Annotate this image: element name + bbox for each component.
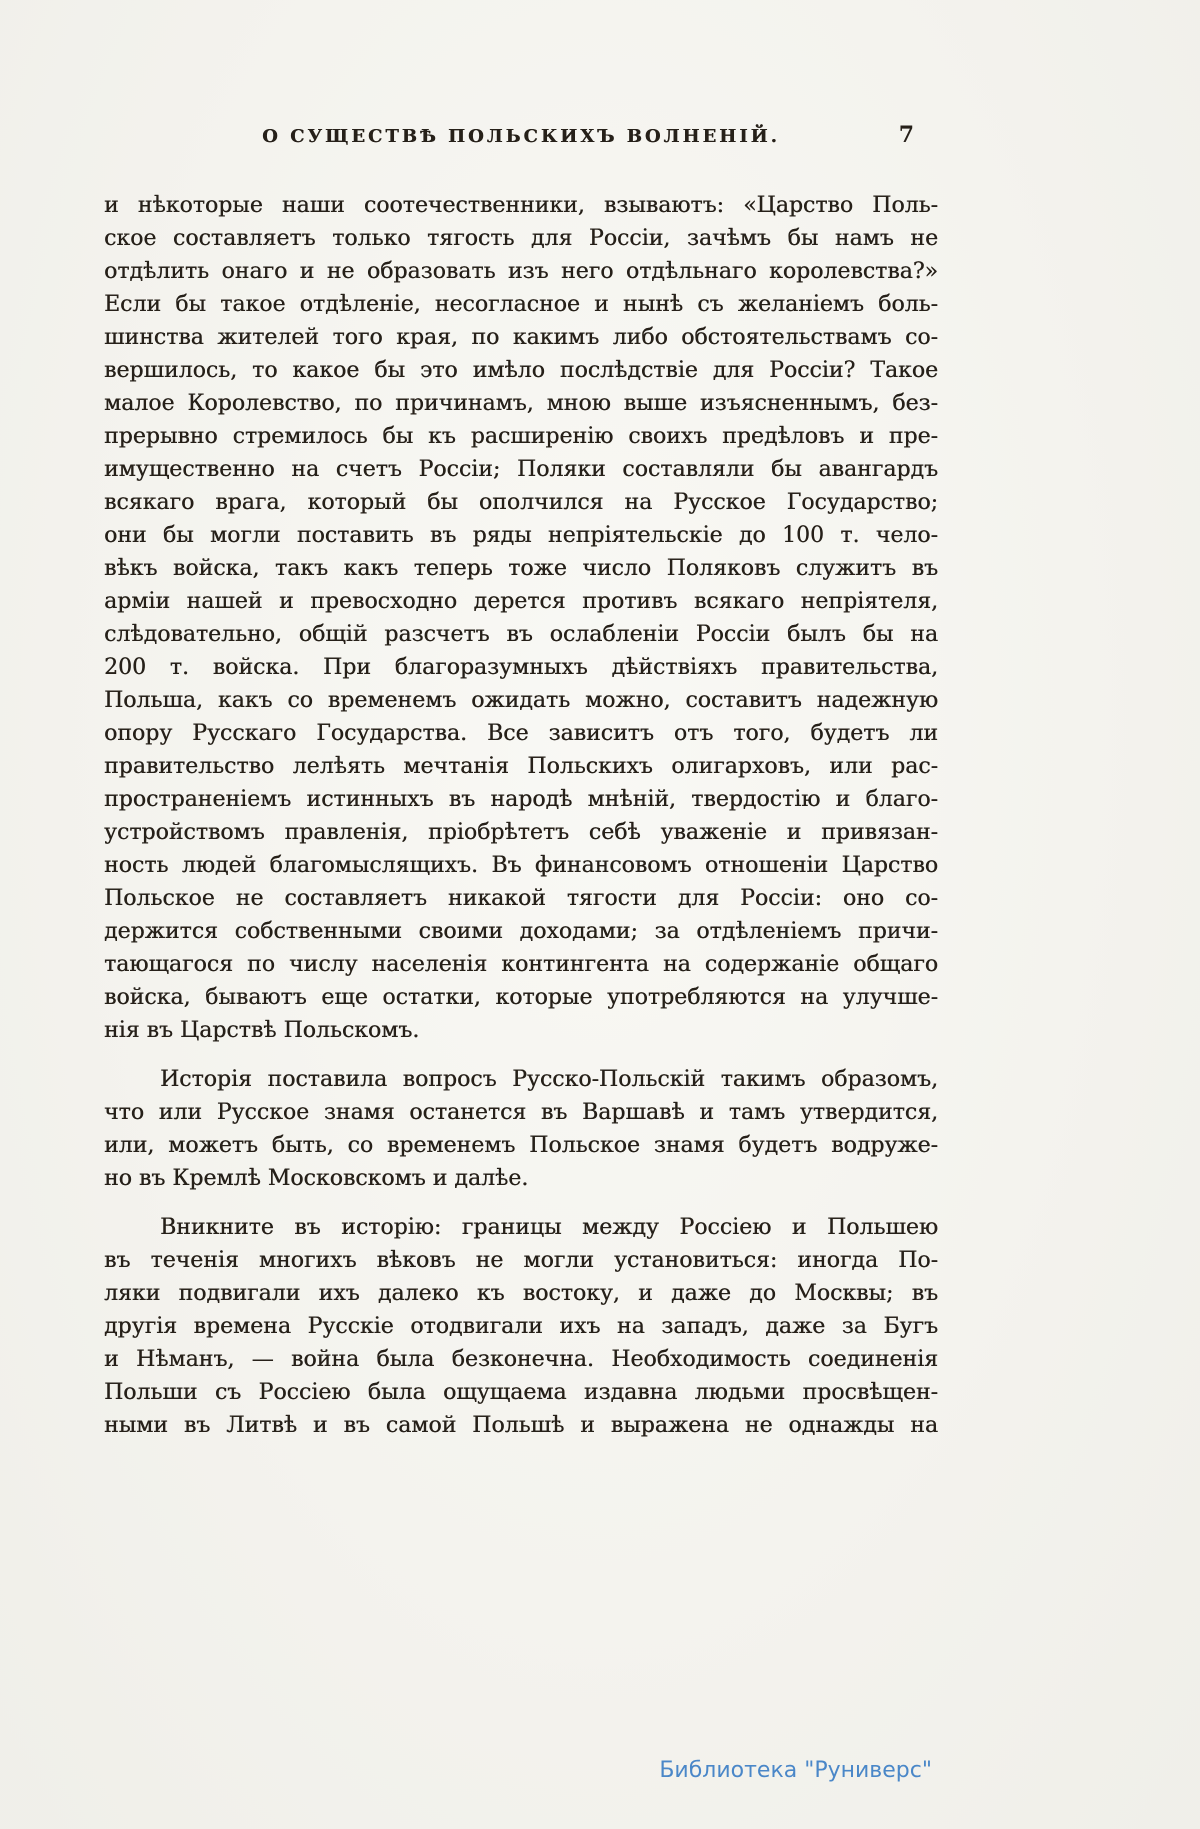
text-line: Вникните въ исторію: границы между Россіею и Польшею [160, 1215, 938, 1240]
text-line: вершилось, то какое бы это имѣло послѣдствіе для Россіи? Такое [104, 358, 938, 383]
text-line: другія времена Русскіе отодвигали ихъ на западъ, даже за Бугъ [104, 1314, 938, 1339]
text-line: отдѣлить онаго и не образовать изъ него отдѣльнаго королевства?» [104, 259, 938, 284]
paragraph [104, 189, 938, 1047]
text-line: войска, бываютъ еще остатки, которые употребляются на улучше- [104, 985, 938, 1010]
text-line: ское составляетъ только тягость для Россіи, зачѣмъ бы намъ не [104, 226, 938, 251]
text-line: пространеніемъ истинныхъ въ народѣ мнѣній, твердостію и благо- [104, 787, 938, 812]
page-header [104, 122, 938, 158]
text-line: Если бы такое отдѣленіе, несогласное и нынѣ съ желаніемъ боль- [104, 292, 938, 317]
text-line: держится собственными своими доходами; за отдѣленіемъ причи- [104, 919, 938, 944]
text-line: 200 т. войска. При благоразумныхъ дѣйствіяхъ правительства, [104, 655, 938, 680]
paragraph [104, 1063, 938, 1195]
page-number: 7 [898, 122, 914, 148]
text-line: Польша, какъ со временемъ ожидать можно, составитъ надежную [104, 688, 938, 713]
text-line: тающагося по числу населенія контингента на содержаніе общаго [104, 952, 938, 977]
text-line: что или Русское знамя останется въ Варшавѣ и тамъ утвердится, [104, 1100, 938, 1125]
paragraph [104, 1211, 938, 1442]
text-line: опору Русскаго Государства. Все зависитъ отъ того, будетъ ли [104, 721, 938, 746]
text-line: ляки подвигали ихъ далеко къ востоку, и даже до Москвы; въ [104, 1281, 938, 1306]
text-line: арміи нашей и превосходно дерется противъ всякаго непріятеля, [104, 589, 938, 614]
text-line: всякаго врага, который бы ополчился на Русское Государство; [104, 490, 938, 515]
text-line: имущественно на счетъ Россіи; Поляки составляли бы авангардъ [104, 457, 938, 482]
text-line: ность людей благомыслящихъ. Въ финансовомъ отношеніи Царство [104, 853, 938, 878]
text-line: и Нѣманъ, — война была безконечна. Необходимость соединенія [104, 1347, 938, 1372]
text-line: ными въ Литвѣ и въ самой Польшѣ и выражена не однажды на [104, 1413, 938, 1438]
body-text [104, 189, 938, 1442]
text-line: устройствомъ правленія, пріобрѣтетъ себѣ уваженіе и привязан- [104, 820, 938, 845]
text-line: прерывно стремилось бы къ расширенію своихъ предѣловъ и пре- [104, 424, 938, 449]
text-line: слѣдовательно, общій разсчетъ въ ослабленіи Россіи былъ бы на [104, 622, 938, 647]
text-line: или, можетъ быть, со временемъ Польское знамя будетъ водруже- [104, 1133, 938, 1158]
text-line: нія въ Царствѣ Польскомъ. [104, 1018, 420, 1043]
text-line: шинства жителей того края, по какимъ либо обстоятельствамъ со- [104, 325, 938, 350]
text-line: но въ Кремлѣ Московскомъ и далѣе. [104, 1166, 529, 1191]
text-line: Польское не составляетъ никакой тягости для Россіи: оно со- [104, 886, 938, 911]
text-line: Польши съ Россіею была ощущаема издавна людьми просвѣщен- [104, 1380, 938, 1405]
text-line: Исторія поставила вопросъ Русско-Польскій такимъ образомъ, [160, 1067, 938, 1092]
text-line: правительство лелѣять мечтанія Польскихъ олигарховъ, или рас- [104, 754, 938, 779]
text-line: вѣкъ войска, такъ какъ теперь тоже число Поляковъ служитъ въ [104, 556, 938, 581]
text-line: они бы могли поставить въ ряды непріятельскіе до 100 т. чело- [104, 523, 938, 548]
text-line: и нѣкоторые наши соотечественники, взываютъ: «Царство Поль- [104, 193, 938, 218]
library-watermark: Библиотека "Руниверс" [659, 1758, 932, 1783]
text-line: въ теченія многихъ вѣковъ не могли установиться: иногда По- [104, 1248, 938, 1273]
text-line: малое Королевство, по причинамъ, мною выше изъясненнымъ, без- [104, 391, 938, 416]
running-title: О СУЩЕСТВѢ ПОЛЬСКИХЪ ВОЛНЕНІЙ. [262, 126, 780, 147]
